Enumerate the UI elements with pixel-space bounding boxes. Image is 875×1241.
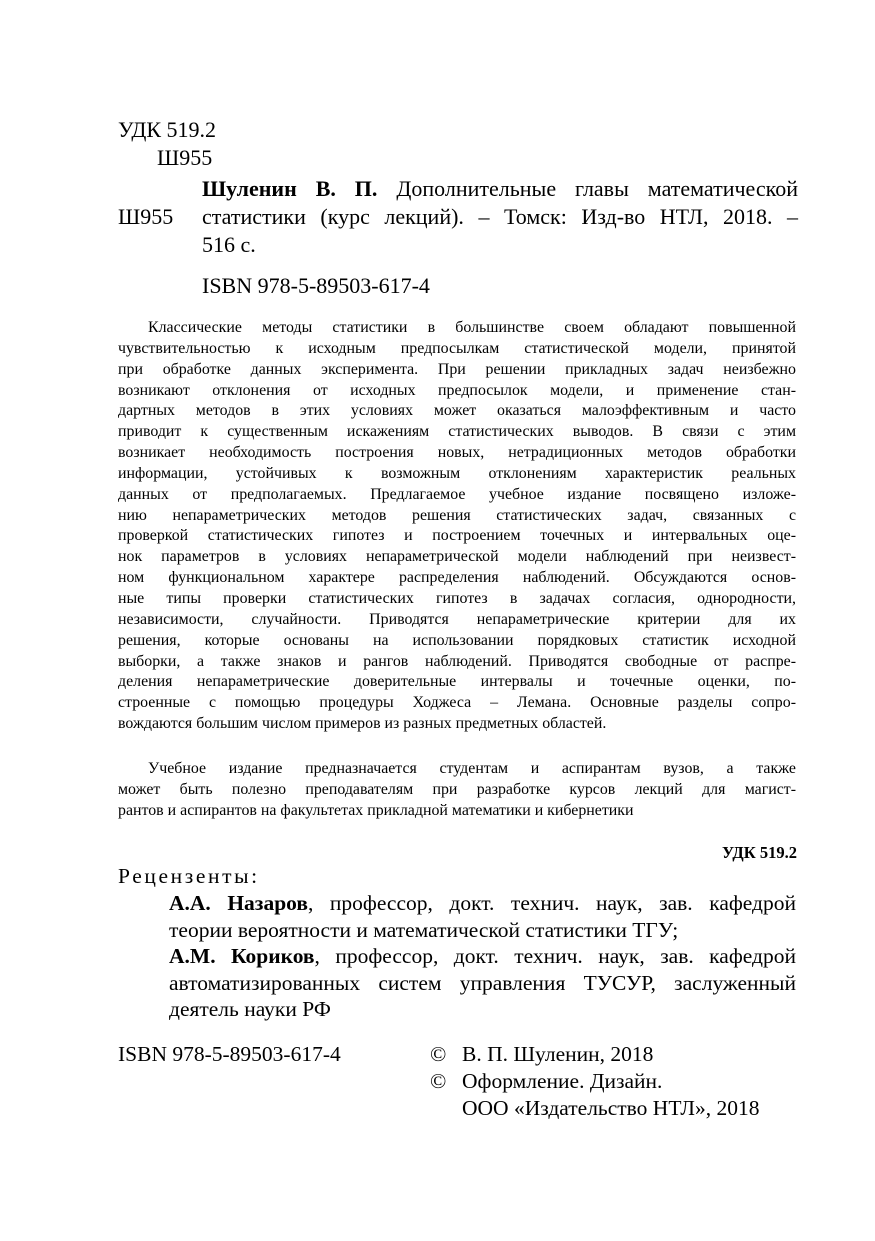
abstract-line: Классические методы статистики в большинстве своем обладают повышенной (148, 319, 796, 336)
audience-line: может быть полезно преподавателям при разработке курсов лекций для магист- (118, 780, 796, 798)
abstract-line: информации, устойчивых к возможным отклонениям характеристик реальных (118, 464, 796, 482)
reviewer-2-line-3: деятель науки РФ (169, 997, 331, 1021)
reviewers-list (118, 890, 796, 1023)
reviewers-heading: Рецензенты: (118, 864, 260, 888)
bibliographic-entry (202, 175, 798, 259)
bib-line-2: статистики (курс лекций). – Томск: Изд-во НТЛ, 2018. – (202, 204, 798, 229)
copyright-symbol-1: © (430, 1042, 447, 1066)
reviewer-1-line-1: А.А. Назаров, профессор, докт. технич. наук, зав. кафедрой (169, 891, 796, 915)
audience-line: Учебное издание предназначается студентам и аспирантам вузов, а также (148, 760, 796, 777)
abstract-line: нок параметров в условиях непараметрической модели наблюдений при неизвест- (118, 548, 796, 566)
abstract-line: выборки, а также знаков и рангов наблюдений. Приводятся свободные от распре- (118, 652, 796, 670)
reviewer-2-name: А.М. Кориков (169, 944, 315, 968)
reviewer-1-name: А.А. Назаров (169, 891, 308, 915)
abstract-line: ном функциональном характере распределения наблюдений. Обсуждаются основ- (118, 569, 796, 587)
abstract-line: приводит к существенным искажениям статистических выводов. В связи с этим (118, 423, 796, 441)
author-code: Ш955 (157, 145, 213, 170)
abstract-line: дартных методов в этих условиях может оказаться малоэффективным и часто (118, 402, 796, 420)
copyright-design: Оформление. Дизайн. (462, 1069, 663, 1093)
reviewer-2-line-1: А.М. Кориков, профессор, докт. технич. наук, зав. кафедрой (169, 944, 796, 968)
abstract-line: деления непараметрические доверительные интервалы и точечные оценки, по- (118, 673, 796, 691)
udk-code: УДК 519.2 (118, 117, 217, 142)
isbn-bottom: ISBN 978-5-89503-617-4 (118, 1042, 341, 1066)
author-name: Шуленин В. П. (202, 176, 378, 201)
copyright-publisher: ООО «Издательство НТЛ», 2018 (462, 1096, 760, 1120)
bib-line-3: 516 с. (202, 232, 256, 257)
side-author-code: Ш955 (118, 204, 174, 229)
audience-paragraph (118, 759, 796, 822)
isbn-top: ISBN 978-5-89503-617-4 (202, 273, 430, 298)
abstract-line: возникает необходимость построения новых, нетрадиционных методов обработки (118, 444, 796, 462)
abstract-line: строенные с помощью процедуры Ходжеса – Лемана. Основные разделы сопро- (118, 694, 796, 712)
abstract-line: нию непараметрических методов решения статистических задач, связанных с (118, 506, 796, 524)
audience-line: рантов и аспирантов на факультетах прикладной математики и кибернетики (118, 801, 634, 819)
reviewer-1-line-2: теории вероятности и математической статистики ТГУ; (169, 917, 679, 942)
abstract-line: решения, которые основаны на использовании порядковых статистик исходной (118, 631, 796, 649)
reviewer-2-line-2: автоматизированных систем управления ТУСУР, заслуженный (169, 970, 796, 995)
copyright-author: В. П. Шуленин, 2018 (462, 1042, 654, 1066)
abstract-line: проверкой статистических гипотез и построением точечных и интервальных оце- (118, 527, 796, 545)
abstract-line: чувствительностью к исходным предпосылкам статистической модели, принятой (118, 339, 796, 357)
abstract-line: данных от предполагаемых. Предлагаемое учебное издание посвящено изложе- (118, 485, 796, 503)
abstract-line: ные типы проверки статистических гипотез в задачах согласия, однородности, (118, 589, 796, 607)
abstract-line: независимости, случайности. Приводятся непараметрические критерии для их (118, 610, 796, 628)
abstract-line: возникают отклонения от исходных предпосылок модели, и применение стан- (118, 381, 796, 399)
abstract-line: при обработке данных эксперимента. При решении прикладных задач неизбежно (118, 360, 796, 378)
abstract-line: вождаются большим числом примеров из разных предметных областей. (118, 715, 607, 733)
bib-line-1: Шуленин В. П. Дополнительные главы математической (202, 176, 798, 201)
copyright-symbol-2: © (430, 1069, 447, 1093)
abstract-paragraph (118, 318, 796, 735)
udk-right: УДК 519.2 (721, 843, 797, 862)
